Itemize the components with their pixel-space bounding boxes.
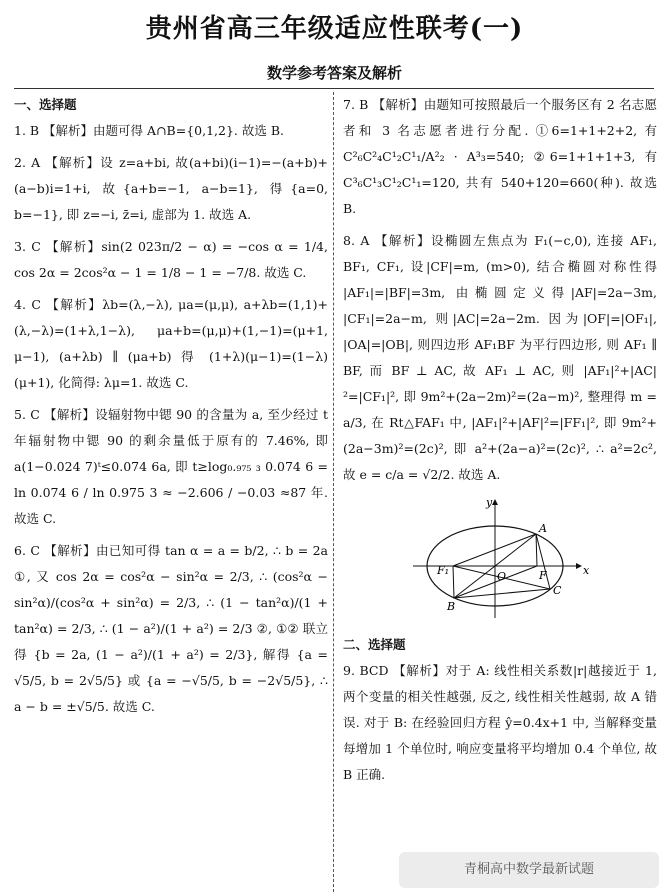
answer-item-8: 8. A 【解析】设椭圆左焦点为 F₁(−c,0), 连接 AF₁, BF₁, CF₁, 设|CF|=m, (m>0), 结合椭圆对称性得 |AF₁|=|BF|=3m, 由椭圆定义得|AF|=2a−3m, |CF₁|=2a−m, 则|AC|=2a−2m. 因为|OF|=|OF₁|, |OA|=|OB|, 则四边形 AF₁BF 为平行四边形, 则 AF₁ ∥ BF, 而 BF ⊥ AC, 故 AF₁ ⊥ AC, 则 |AF₁|²+|AC|²=|CF₁|², 即 9m²+(2a−2m)²=(2a−m)², 整理得 m = a/3, 在 Rt△FAF₁ 中, |AF₁|²+|AF|²=|FF₁|², 即 9m²+(2a−3m)²=(2c)², 即 a²+(2a−a)²=(2c)², ∴ a²=2c², 故 e = c/a = √2/2. 故选 A. — [343, 233, 657, 482]
answer-item-3: 3. C 【解析】sin(2 023π/2 − α) = −cos α = 1/4, cos 2α = 2cos²α − 1 = 1/8 − 1 = −7/8. 故选 C. — [14, 239, 328, 280]
label-x: x — [583, 564, 590, 577]
section-heading-multi: 二、选择题 — [343, 637, 406, 652]
label-F: F — [539, 569, 547, 582]
answer-item-7: 7. B 【解析】由题知可按照最后一个服务区有 2 名志愿者和 3 名志愿者进行分配. ①6=1+1+2+2, 有 C²₆C²₄C¹₂C¹₁/A²₂ · A³₃=540; ②6=1+1+1+3, 有 C³₆C¹₃C¹₂C¹₁=120, 共有 540+120=660(种). 故选 B. — [343, 97, 657, 216]
label-O: O — [497, 570, 507, 583]
left-column — [14, 92, 328, 726]
label-A: A — [539, 522, 547, 535]
answer-item-4: 4. C 【解析】λb=(λ,−λ), μa=(μ,μ), a+λb=(1,1)+(λ,−λ)=(1+λ,1−λ), μa+b=(μ,μ)+(1,−1)=(μ+1, μ−1), (a+λb) ∥ (μa+b) 得 (1+λ)(μ−1)=(1−λ)(μ+1), 化简得: λμ=1. 故选 C. — [14, 297, 328, 390]
section-heading-choice: 一、选择题 — [14, 97, 77, 112]
page-title: 贵州省高三年级适应性联考(一) — [145, 14, 524, 44]
label-y: y — [486, 496, 493, 509]
answer-item-6: 6. C 【解析】由已知可得 tan α = a = b/2, ∴ b = 2a ①, 又 cos 2α = cos²α − sin²α = 2/3, ∴ (cos²α − sin²α)/(cos²α + sin²α) = 2/3, ∴ (1 − tan²α)/(1 + tan²α) = 2/3, ∴ (1 − a²)/(1 + a²) = 2/3 ②, ①② 联立得 {b = 2a, (1 − a²)/(1 + a²) = 2/3}, 解得 {a = √5/5, b = 2√5/5} 或 {a = −√5/5, b = −2√5/5}, ∴ a − b = ±√5/5. 故选 C. — [14, 543, 328, 714]
answer-item-1: 1. B 【解析】由题可得 A∩B={0,1,2}. 故选 B. — [14, 123, 284, 138]
segment-BC — [454, 589, 550, 598]
ellipse-diagram — [343, 494, 657, 624]
watermark: 青桐高中数学最新试题 — [399, 852, 659, 888]
answer-item-2: 2. A 【解析】设 z=a+bi, 故(a+bi)(i−1)=−(a+b)+(a−b)i=1+i, 故{a+b=−1, a−b=1}, 得{a=0, b=−1}, 即 z=−i, z̄=i, 虚部为 1. 故选 A. — [14, 155, 328, 222]
label-C: C — [553, 584, 562, 597]
label-F1: F₁ — [437, 564, 450, 577]
top-rule — [14, 88, 654, 89]
answer-item-9: 9. BCD 【解析】对于 A: 线性相关系数|r|越接近于 1, 两个变量的相关性越强, 反之, 线性相关性越弱, 故 A 错误. 对于 B: 在经验回归方程 ŷ=0.4x+1 中, 当解释变量每增加 1 个单位时, 响应变量将平均增加 0.4 个单位, 故 B 正确. — [343, 663, 657, 782]
column-divider — [333, 92, 334, 892]
label-B: B — [447, 600, 456, 613]
page-subtitle: 数学参考答案及解析 — [266, 64, 402, 82]
answer-item-5: 5. C 【解析】设辐射物中锶 90 的含量为 a, 至少经过 t 年辐射物中锶 90 的剩余量低于原有的 7.46%, 即 a(1−0.024 7)ᵗ≤0.074 6a, 即 t≥log₀.₉₇₅ ₃ 0.074 6 = ln 0.074 6 / ln 0.975 3 ≈ −2.606 / −0.03 ≈87 年. 故选 C. — [14, 407, 328, 526]
ellipse-figure — [343, 494, 657, 624]
right-column — [343, 92, 657, 794]
